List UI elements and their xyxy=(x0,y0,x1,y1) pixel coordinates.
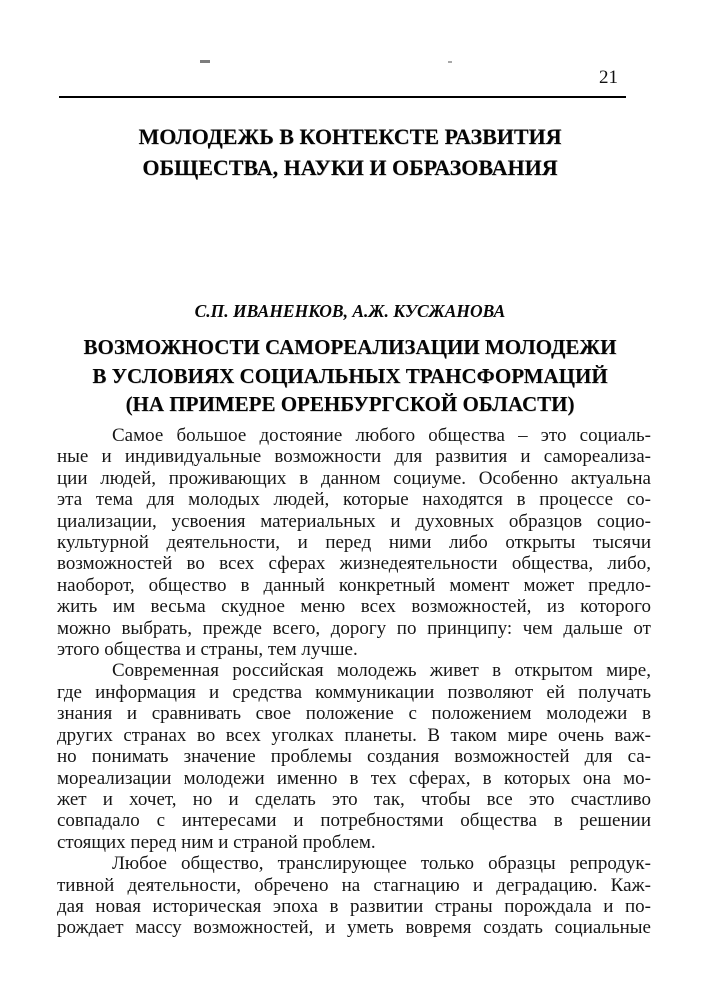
text-line: стоящих перед ним и страной проблем. xyxy=(57,831,376,853)
text-line: рождает массу возможностей, и уметь вовремя создать социальные xyxy=(57,917,651,939)
text-line: культурной деятельности, и перед ними либо открыты тысячи xyxy=(57,532,651,554)
header-rule xyxy=(59,96,626,98)
text-line: наоборот, общество в данный конкретный момент может предло- xyxy=(57,574,651,596)
section-heading-line: ОБЩЕСТВА, НАУКИ И ОБРАЗОВАНИЯ xyxy=(142,155,558,180)
text-line: эта тема для молодых людей, которые находятся в процессе со- xyxy=(57,489,651,511)
text-line: жет и хочет, но и сделать это так, чтобы все это счастливо xyxy=(57,788,651,810)
text-line: Любое общество, транслирующее только образцы репродук- xyxy=(112,853,651,875)
scan-artifact xyxy=(448,61,452,63)
paragraph xyxy=(57,425,651,660)
article-title xyxy=(30,333,670,419)
section-heading-line: МОЛОДЕЖЬ В КОНТЕКСТЕ РАЗВИТИЯ xyxy=(138,124,562,149)
section-heading xyxy=(30,121,670,183)
text-line: циализации, усвоения материальных и духовных образцов социо- xyxy=(57,510,651,532)
text-line: других странах во всех уголках планеты. В таком мире очень важ- xyxy=(57,724,651,746)
text-line: жить им весьма скудное меню всех возможностей, из которого xyxy=(57,596,651,618)
paragraph xyxy=(57,660,651,853)
article-title-line: ВОЗМОЖНОСТИ САМОРЕАЛИЗАЦИИ МОЛОДЕЖИ xyxy=(83,335,617,359)
text-line: мореализации молодежи именно в тех сферах, в которых она мо- xyxy=(57,767,651,789)
text-line: ции людей, проживающих в данном социуме. Особенно актуальна xyxy=(57,467,651,489)
text-line: знания и сравнивать свое положение с положением молодежи в xyxy=(57,703,651,725)
text-line: этого общества и страны, тем лучше. xyxy=(57,639,358,661)
text-line: ные и индивидуальные возможности для развития и самореализа- xyxy=(57,446,651,468)
article-title-line: В УСЛОВИЯХ СОЦИАЛЬНЫХ ТРАНСФОРМАЦИЙ xyxy=(92,363,608,388)
scan-artifact xyxy=(200,60,210,63)
text-line: Современная российская молодежь живет в открытом мире, xyxy=(112,660,651,682)
text-line: Самое большое достояние любого общества – это социаль- xyxy=(112,425,651,446)
paragraph xyxy=(57,853,651,939)
text-line: но понимать значение проблемы создания возможностей для са- xyxy=(57,746,651,768)
page-number: 21 xyxy=(599,67,618,88)
text-line: где информация и средства коммуникации позволяют ей получать xyxy=(57,681,651,703)
text-line: можно выбрать, прежде всего, дорогу по принципу: чем дальше от xyxy=(57,617,651,639)
authors-line: С.П. ИВАНЕНКОВ, А.Ж. КУСЖАНОВА xyxy=(194,301,506,321)
text-line: тивной деятельности, обречено на стагнацию и деградацию. Каж- xyxy=(57,874,651,896)
article-title-line: (НА ПРИМЕРЕ ОРЕНБУРГСКОЙ ОБЛАСТИ) xyxy=(125,392,575,416)
text-line: дая новая историческая эпоха в развитии страны порождала и по- xyxy=(57,895,651,917)
article-body xyxy=(57,425,651,939)
text-line: возможностей во всех сферах жизнедеятельности общества, либо, xyxy=(57,553,651,575)
text-line: совпадало с интересами и потребностями общества в решении xyxy=(57,810,651,832)
